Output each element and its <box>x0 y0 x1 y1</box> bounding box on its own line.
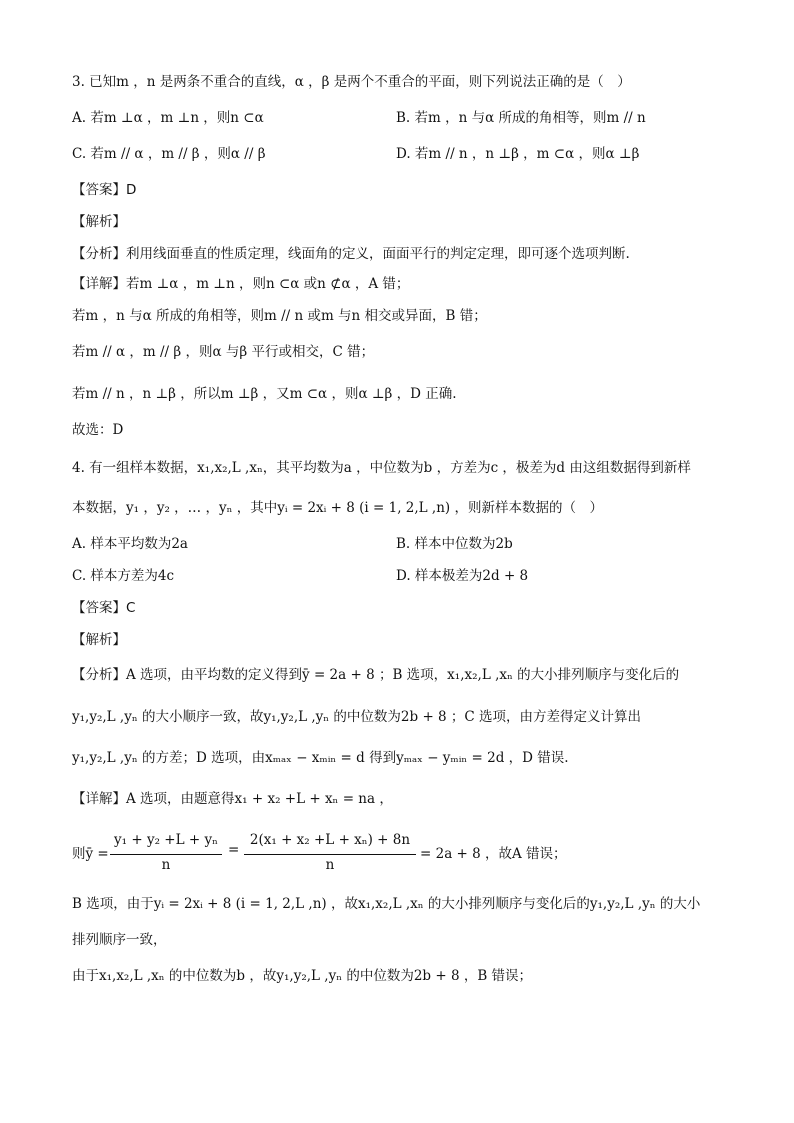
q3-choice: 故选：D <box>72 422 124 438</box>
q3-xiangjie-line: 若m // α ，m // β ，则α 与β 平行或相交，C 错； <box>72 344 375 360</box>
q3-xiangjie-line: 若m ，n 与α 所成的角相等，则m // n 或m 与n 相交或异面，B 错； <box>72 308 487 324</box>
q3-fenxi: 【分析】利用线面垂直的性质定理，线面角的定义，面面平行的判定定理，即可逐个选项判断. <box>72 246 630 262</box>
fraction1-bar <box>110 854 222 855</box>
fraction2-denominator: n <box>325 857 335 873</box>
q4-stem-line1: 4. 有一组样本数据，x₁,x₂,L ,xₙ，其平均数为a ，中位数为b ，方差为c ，极差为d 由这组数据得到新样 <box>72 460 691 476</box>
q4-fenxi-line: y₁,y₂,L ,yₙ 的大小顺序一致，故y₁,y₂,L ,yₙ 的中位数为2b + 8 ；C 选项，由方差得定义计算出 <box>72 709 642 725</box>
q3-stem: 3. 已知m ，n 是两条不重合的直线，α ，β 是两个不重合的平面，则下列说法正确的是（ ） <box>72 74 631 90</box>
q4-b-line3: 由于x₁,x₂,L ,xₙ 的中位数为b ，故y₁,y₂,L ,yₙ 的中位数为2b + 8 ，B 错误； <box>72 968 533 984</box>
fraction2-numerator: 2(x₁ + x₂ +L + xₙ) + 8n <box>249 832 411 848</box>
fraction-prefix: 则ȳ = <box>72 846 109 862</box>
fraction-equals: = <box>228 842 240 858</box>
fraction2-bar <box>244 854 416 855</box>
q4-fenxi-line: y₁,y₂,L ,yₙ 的方差；D 选项，由xₘₐₓ − xₘᵢₙ = d 得到yₘₐₓ − yₘᵢₙ = 2d ，D 错误. <box>72 750 569 766</box>
q4-fenxi-line: 【分析】A 选项，由平均数的定义得到ȳ = 2a + 8 ；B 选项，x₁,x₂,L ,xₙ 的大小排列顺序与变化后的 <box>72 667 680 683</box>
q3-option-d: D. 若m // n ，n ⊥β ，m ⊂α ，则α ⊥β <box>396 146 640 162</box>
q3-xiangjie-line: 若m // n ，n ⊥β ，所以m ⊥β ，又m ⊂α ，则α ⊥β ，D 正确. <box>72 386 457 402</box>
q4-option-c: C. 样本方差为4c <box>72 568 175 584</box>
q4-option-d: D. 样本极差为2d + 8 <box>396 568 529 584</box>
fraction1-numerator: y₁ + y₂ +L + yₙ <box>114 832 218 848</box>
q3-xiangjie-line: 【详解】若m ⊥α ，m ⊥n ，则n ⊂α 或n ⊄α ，A 错； <box>72 276 410 292</box>
q3-option-a: A. 若m ⊥α ，m ⊥n ，则n ⊂α <box>72 110 264 126</box>
fraction-suffix: = 2a + 8 ，故A 错误； <box>420 846 567 862</box>
q4-option-b: B. 样本中位数为2b <box>396 536 513 552</box>
q3-option-b: B. 若m ，n 与α 所成的角相等，则m // n <box>396 110 646 126</box>
q4-b-line1: B 选项，由于yᵢ = 2xᵢ + 8 (i = 1, 2,L ,n) ，故x₁,x₂,L ,xₙ 的大小排列顺序与变化后的y₁,y₂,L ,yₙ 的大小 <box>72 896 701 912</box>
q3-analysis-label: 【解析】 <box>72 214 126 230</box>
q4-option-a: A. 样本平均数为2a <box>72 536 188 552</box>
fraction1-denominator: n <box>161 857 171 873</box>
q4-analysis-label: 【解析】 <box>72 632 126 648</box>
q3-option-c: C. 若m // α ，m // β ，则α // β <box>72 146 266 162</box>
q3-answer: 【答案】D <box>72 182 137 198</box>
q4-b-line2: 排列顺序一致， <box>72 932 167 948</box>
q4-stem-line2: 本数据，y₁ ，y₂ ，… ，yₙ ，其中yᵢ = 2xᵢ + 8 (i = 1, 2,L ,n) ，则新样本数据的（ ） <box>72 500 603 516</box>
q4-xiangjie-a: 【详解】A 选项，由题意得x₁ + x₂ +L + xₙ = na ， <box>72 791 393 807</box>
q4-answer: 【答案】C <box>72 600 136 616</box>
